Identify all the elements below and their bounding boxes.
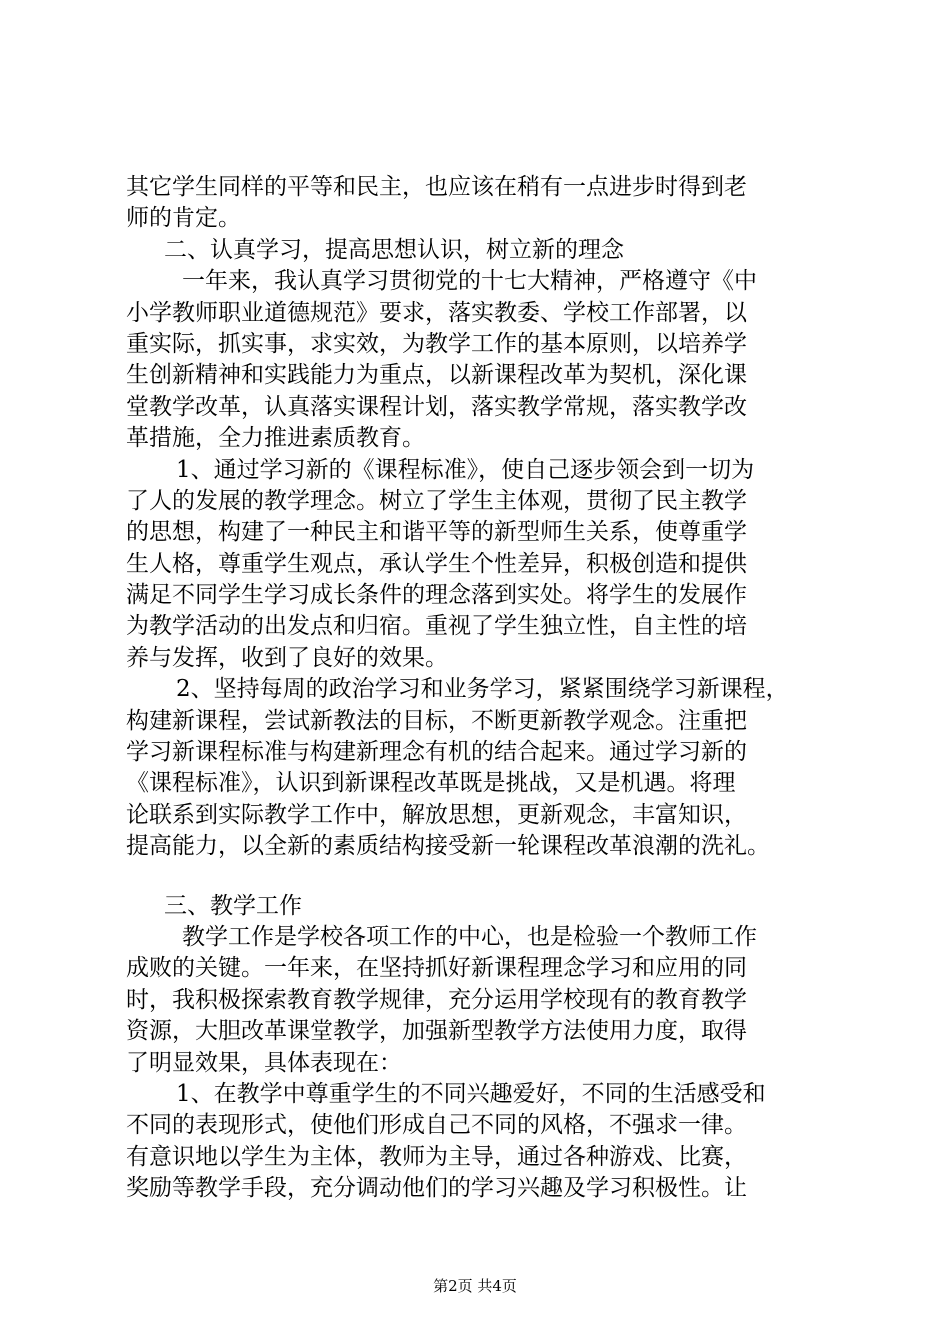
- text-line: 学习新课程标准与构建新理念有机的结合起来。通过学习新的: [126, 739, 747, 766]
- text-line: 的思想，构建了一种民主和谐平等的新型师生关系，使尊重学: [126, 519, 747, 546]
- text-line: 小学教师职业道德规范》要求，落实教委、学校工作部署，以: [126, 299, 747, 326]
- text-line: 教学工作是学校各项工作的中心，也是检验一个教师工作: [182, 923, 757, 950]
- text-line: 不同的表现形式，使他们形成自己不同的风格，不强求一律。: [126, 1112, 747, 1139]
- text-line: 1、通过学习新的《课程标准》，使自己逐步领会到一切为: [176, 456, 755, 483]
- text-line: 其它学生同样的平等和民主，也应该在稍有一点进步时得到老: [126, 174, 747, 200]
- text-line: 养与发挥，收到了良好的效果。: [126, 644, 448, 671]
- text-line: 生创新精神和实践能力为重点，以新课程改革为契机，深化课: [126, 362, 747, 389]
- text-line: 二、认真学习，提高思想认识，树立新的理念: [164, 236, 624, 263]
- text-line: 生人格，尊重学生观点，承认学生个性差异，积极创造和提供: [126, 550, 747, 577]
- text-line: 2、坚持每周的政治学习和业务学习，紧紧围绕学习新课程，: [176, 676, 789, 703]
- paragraph-gap: [126, 863, 838, 891]
- text-line: 堂教学改革，认真落实课程计划，落实教学常规，落实教学改: [126, 393, 747, 420]
- text-line: 《课程标准》，认识到新课程改革既是挑战，又是机遇。将理: [126, 770, 736, 797]
- body-text: [126, 172, 838, 1205]
- text-line: 奖励等教学手段，充分调动他们的学习兴趣及学习积极性。让: [126, 1175, 747, 1202]
- text-line: 三、教学工作: [164, 892, 302, 919]
- text-line: 有意识地以学生为主体，教师为主导，通过各种游戏、比赛，: [126, 1143, 747, 1170]
- text-line: 革措施，全力推进素质教育。: [126, 425, 425, 452]
- text-line: 1、在教学中尊重学生的不同兴趣爱好，不同的生活感受和: [176, 1080, 766, 1107]
- text-line: 重实际，抓实事，求实效，为教学工作的基本原则，以培养学: [126, 330, 747, 357]
- text-line: 时，我积极探索教育教学规律，充分运用学校现有的教育教学: [126, 986, 747, 1013]
- text-line: 资源，大胆改革课堂教学，加强新型教学方法使用力度，取得: [126, 1018, 747, 1045]
- text-line: 构建新课程，尝试新教法的目标，不断更新教学观念。注重把: [126, 707, 747, 734]
- text-line: 成败的关键。一年来，在坚持抓好新课程理念学习和应用的同: [126, 955, 747, 982]
- text-line: 满足不同学生学习成长条件的理念落到实处。将学生的发展作: [126, 582, 747, 609]
- page-footer: 第2页 共4页: [433, 1277, 517, 1295]
- text-line: 了明显效果，具体表现在：: [126, 1049, 402, 1076]
- text-line: 师的肯定。: [126, 205, 241, 232]
- text-line: 一年来，我认真学习贯彻党的十七大精神，严格遵守《中: [182, 268, 757, 295]
- text-line: 论联系到实际教学工作中，解放思想，更新观念，丰富知识，: [126, 801, 747, 828]
- text-line: 为教学活动的出发点和归宿。重视了学生独立性，自主性的培: [126, 613, 747, 640]
- text-line: 了人的发展的教学理念。树立了学生主体观，贯彻了民主教学: [126, 487, 747, 514]
- text-line: 提高能力，以全新的素质结构接受新一轮课程改革浪潮的洗礼。: [126, 833, 770, 860]
